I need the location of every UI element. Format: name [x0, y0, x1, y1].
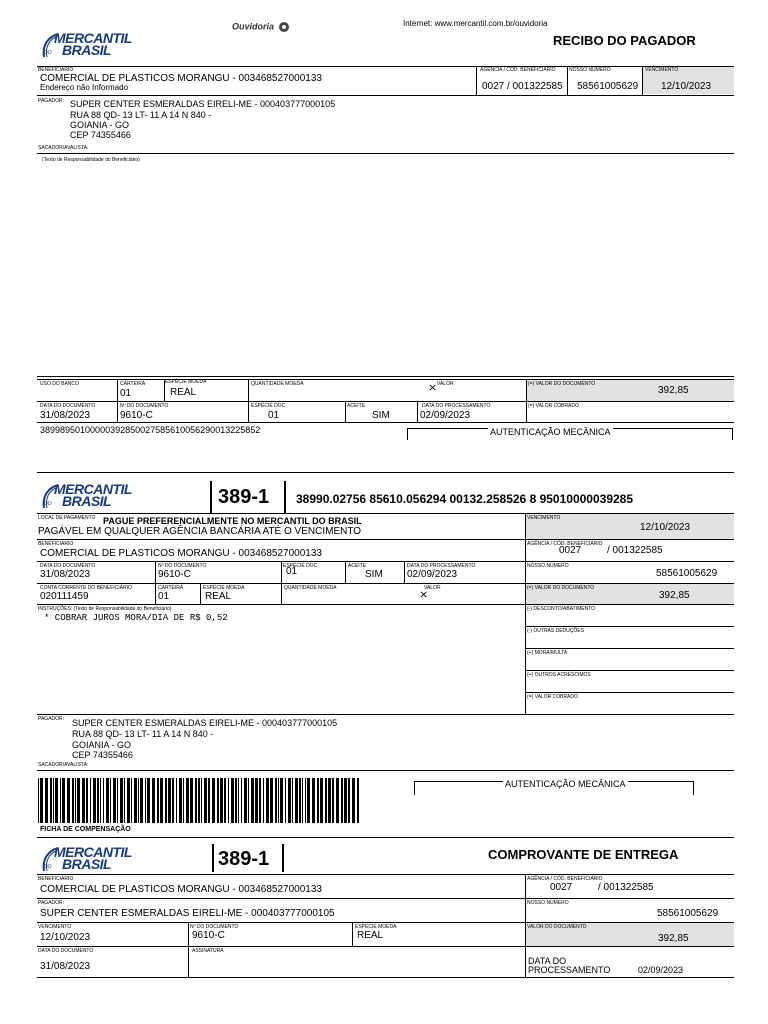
- label-nosso-numero-ficha: NOSSO NÚMERO: [527, 563, 569, 569]
- pagador-cidade: GOIANIA - GO: [70, 120, 130, 130]
- local-pagamento-line1: PAGUE PREFERENCIALMENTE NO MERCANTIL DO BRASIL: [103, 516, 362, 526]
- logo-text-do: DO: [44, 50, 52, 56]
- label-especie-moeda-entrega: ESPÉCIE MOEDA: [355, 924, 397, 930]
- mercantil-logo: [40, 30, 132, 60]
- data-processamento-ficha-value: 02/09/2023: [407, 569, 458, 580]
- especie-moeda-ficha-value: REAL: [205, 591, 232, 602]
- bank-code-comprovante: 389-1: [218, 848, 270, 870]
- label-data-processamento-ficha: DATA DO PROCESSAMENTO: [407, 563, 476, 569]
- barcode-bar: [359, 778, 360, 823]
- label-desconto: (-) DESCONTO/ABATIMENTO: [527, 606, 596, 612]
- label-vencimento: VENCIMENTO: [645, 67, 679, 73]
- label-aceite-ficha: ACEITE: [348, 563, 367, 569]
- pagador-rua-ficha: RUA 88 QD- 13 LT- 11 A 14 N 840 -: [72, 729, 214, 739]
- vencimento-ficha-value: 12/10/2023: [640, 522, 691, 533]
- label-outras-deducoes: (-) OUTRAS DEDUÇÕES: [527, 628, 584, 634]
- barcode-number: 38998950100000392850027585610056290013225852: [40, 425, 261, 435]
- x-mark-icon: ⨯: [419, 589, 429, 601]
- nosso-numero-value: 58561005629: [577, 81, 639, 92]
- label-n-documento-entrega: Nº DO DOCUMENTO: [190, 924, 239, 930]
- beneficiario-ficha-value: COMERCIAL DE PLASTICOS MORANGU - 003468527000133: [40, 548, 322, 559]
- pagador-rua: RUA 88 QD- 13 LT- 11 A 14 N 840 -: [70, 110, 212, 120]
- especie-doc-value: 01: [268, 410, 280, 421]
- label-n-documento-ficha: Nº DO DOCUMENTO: [158, 563, 207, 569]
- data-documento-ficha-value: 31/08/2023: [40, 569, 91, 580]
- label-beneficiario: BENEFICIÁRIO: [38, 67, 74, 73]
- logo-text-brasil: BRASIL: [62, 856, 112, 872]
- data-proc-entrega-line2: PROCESSAMENTO: [528, 965, 611, 975]
- pagador-nome: SUPER CENTER ESMERALDAS EIRELI-ME - 000403777000105: [70, 99, 336, 109]
- label-valor-cobrado: (=) VALOR COBRADO: [528, 403, 579, 409]
- label-pagador-entrega: PAGADOR:: [38, 900, 65, 906]
- logo-text-mercantil: MERCANTIL: [54, 30, 132, 46]
- label-carteira-ficha: CARTEIRA: [158, 585, 184, 591]
- label-sacador: SACADOR/AVALISTA:: [38, 145, 89, 151]
- agencia-a-ficha-value: 0027: [559, 545, 582, 556]
- label-instrucoes: INSTRUÇÕES: (Texto de Responsabilidade do Beneficiário): [38, 606, 172, 612]
- label-agencia-ficha: AGÊNCIA / CÓD. BENEFICIÁRIO: [527, 541, 603, 547]
- valor-documento-entrega-value: 392,85: [658, 933, 689, 944]
- especie-moeda-value: REAL: [170, 387, 197, 398]
- conta-corrente-value: 020111459: [40, 591, 89, 602]
- label-pagador: PAGADOR:: [38, 98, 65, 104]
- label-outros-acrescimos: (+) OUTROS ACRÉSCIMOS: [527, 672, 591, 678]
- label-assinatura: ASSINATURA: [192, 948, 224, 954]
- logo-text-mercantil: MERCANTIL: [54, 481, 132, 497]
- beneficiario-value: COMERCIAL DE PLASTICOS MORANGU - 003468527000133: [40, 73, 322, 84]
- label-especie-moeda-ficha: ESPÉCIE MOEDA: [203, 585, 245, 591]
- n-documento-entrega-value: 9610-C: [192, 930, 225, 941]
- aceite-ficha-value: SIM: [365, 569, 383, 580]
- label-quantidade-moeda-ficha: QUANTIDADE MOEDA: [284, 585, 337, 591]
- label-especie-moeda: ESPÉCIE MOEDA: [165, 379, 207, 385]
- aceite-value: SIM: [372, 410, 390, 421]
- carteira-ficha-value: 01: [158, 591, 170, 602]
- label-valor-documento-entrega: VALOR DO DOCUMENTO: [527, 924, 587, 930]
- ouvidoria-label: Ouvidoria: [232, 21, 275, 32]
- label-sacador-ficha: SACADOR/AVALISTA:: [38, 762, 89, 768]
- nosso-numero-ficha-value: 58561005629: [656, 568, 718, 579]
- internet-url: Internet: www.mercantil.com.br/ouvidoria: [403, 19, 548, 28]
- beneficiario-entrega-value: COMERCIAL DE PLASTICOS MORANGU - 003468527000133: [40, 884, 322, 895]
- logo-text-brasil: BRASIL: [62, 42, 112, 58]
- data-proc-entrega-line1: DATA DO: [528, 956, 567, 966]
- bank-code: 389-1: [218, 486, 270, 508]
- linha-digitavel: 38990.02756 85610.056294 00132.258526 8 95010000039285: [296, 492, 634, 506]
- label-agencia-entrega: AGÊNCIA / CÓD. BENEFICIÁRIO: [527, 876, 603, 882]
- label-uso-banco: USO DO BANCO: [40, 381, 79, 387]
- logo-text-brasil: BRASIL: [62, 493, 112, 509]
- vencimento-entrega-value: 12/10/2023: [40, 932, 91, 943]
- logo-text-do: DO: [44, 864, 52, 870]
- valor-documento-value: 392,85: [658, 385, 689, 396]
- logo-text-mercantil: MERCANTIL: [54, 844, 132, 860]
- label-valor-documento: (=) VALOR DO DOCUMENTO: [528, 381, 596, 387]
- recibo-title: RECIBO DO PAGADOR: [553, 33, 696, 48]
- data-processamento-value: 02/09/2023: [420, 410, 471, 421]
- pagador-cep-ficha: CEP 74355466: [72, 750, 133, 760]
- label-texto-responsabilidade: (Texto de Responsabilidade do Beneficiário): [42, 157, 140, 163]
- label-especie-doc: ESPÉCIE DOC: [251, 403, 286, 409]
- especie-doc-ficha-value: 01: [286, 566, 298, 577]
- label-quantidade-moeda: QUANTIDADE MOEDA: [251, 381, 304, 387]
- mercantil-logo-comprovante: [40, 844, 132, 874]
- label-nosso-numero-entrega: NOSSO NÚMERO: [527, 900, 569, 906]
- n-documento-value: 9610-C: [120, 410, 153, 421]
- agencia-value: 0027 / 001322585: [482, 81, 563, 92]
- barcode: [38, 778, 408, 823]
- x-mark-icon: ⨯: [428, 382, 438, 394]
- agencia-b-entrega-value: / 001322585: [598, 882, 654, 893]
- nosso-numero-entrega-value: 58561005629: [657, 908, 719, 919]
- pagador-entrega-value: SUPER CENTER ESMERALDAS EIRELI-ME - 000403777000105: [40, 908, 335, 919]
- label-valor-cobrado-ficha: (=) VALOR COBRADO: [527, 694, 578, 700]
- pagador-nome-ficha: SUPER CENTER ESMERALDAS EIRELI-ME - 000403777000105: [72, 718, 338, 728]
- label-nosso-numero: NOSSO NÚMERO: [569, 67, 611, 73]
- label-data-documento-entrega: DATA DO DOCUMENTO: [38, 948, 94, 954]
- label-vencimento-entrega: VENCIMENTO: [38, 924, 72, 930]
- label-local-pagamento: LOCAL DE PAGAMENTO: [38, 515, 96, 521]
- label-valor-documento-ficha: (=) VALOR DO DOCUMENTO: [527, 585, 595, 591]
- label-valor: VALOR: [437, 381, 454, 387]
- label-beneficiario-entrega: BENEFICIÁRIO: [38, 876, 74, 882]
- pagador-cidade-ficha: GOIANIA - GO: [72, 740, 132, 750]
- label-mora-multa: (+) MORA/MULTA: [527, 650, 568, 656]
- data-documento-entrega-value: 31/08/2023: [40, 961, 91, 972]
- mercantil-logo-ficha: [40, 481, 132, 511]
- label-vencimento-ficha: VENCIMENTO: [527, 515, 561, 521]
- label-beneficiario-ficha: BENEFICIÁRIO: [38, 541, 74, 547]
- autenticacao-label-ficha: AUTENTICAÇÃO MECÂNICA: [505, 779, 626, 789]
- instrucao-value: * COBRAR JUROS MORA/DIA DE R$ 0,52: [44, 613, 228, 623]
- label-pagador-ficha: PAGADOR:: [38, 716, 65, 722]
- vencimento-value: 12/10/2023: [661, 81, 712, 92]
- endereco-value: Endereço não Informado: [40, 83, 129, 92]
- pagador-cep: CEP 74355466: [70, 130, 131, 140]
- label-valor-ficha: VALOR: [424, 585, 441, 591]
- valor-documento-ficha-value: 392,85: [659, 590, 690, 601]
- label-agencia: AGÊNCIA / CÓD. BENEFICIÁRIO: [480, 67, 556, 73]
- comprovante-title: COMPROVANTE DE ENTREGA: [488, 847, 679, 862]
- ouvidoria-icon: [277, 21, 291, 33]
- label-data-documento: DATA DO DOCUMENTO: [40, 403, 96, 409]
- data-documento-value: 31/08/2023: [40, 410, 91, 421]
- especie-moeda-entrega-value: REAL: [357, 930, 384, 941]
- autenticacao-label: AUTENTICAÇÃO MECÂNICA: [490, 427, 611, 437]
- label-data-processamento: DATA DO PROCESSAMENTO: [422, 403, 491, 409]
- logo-text-do: DO: [44, 501, 52, 507]
- label-conta-corrente: CONTA CORRENTE DO BENEFICIÁRIO: [40, 585, 132, 591]
- agencia-b-ficha-value: / 001322585: [607, 545, 663, 556]
- label-data-documento-ficha: DATA DO DOCUMENTO: [40, 563, 96, 569]
- local-pagamento-line2: PAGÁVEL EM QUALQUER AGÊNCIA BANCÁRIA ATÉ O VENCIMENTO: [38, 526, 362, 537]
- ficha-compensacao-label: FICHA DE COMPENSAÇÃO: [40, 826, 131, 833]
- agencia-a-entrega-value: 0027: [550, 882, 573, 893]
- carteira-value: 01: [120, 388, 132, 399]
- n-documento-ficha-value: 9610-C: [158, 569, 191, 580]
- label-aceite: ACEITE: [347, 403, 366, 409]
- label-carteira: CARTEIRA: [120, 381, 146, 387]
- data-processamento-entrega-value: 02/09/2023: [638, 965, 684, 975]
- label-especie-doc-ficha: ESPÉCIE DOC: [283, 563, 318, 569]
- ouvidoria-logo: [232, 21, 291, 33]
- label-n-documento: Nº DO DOCUMENTO: [120, 403, 169, 409]
